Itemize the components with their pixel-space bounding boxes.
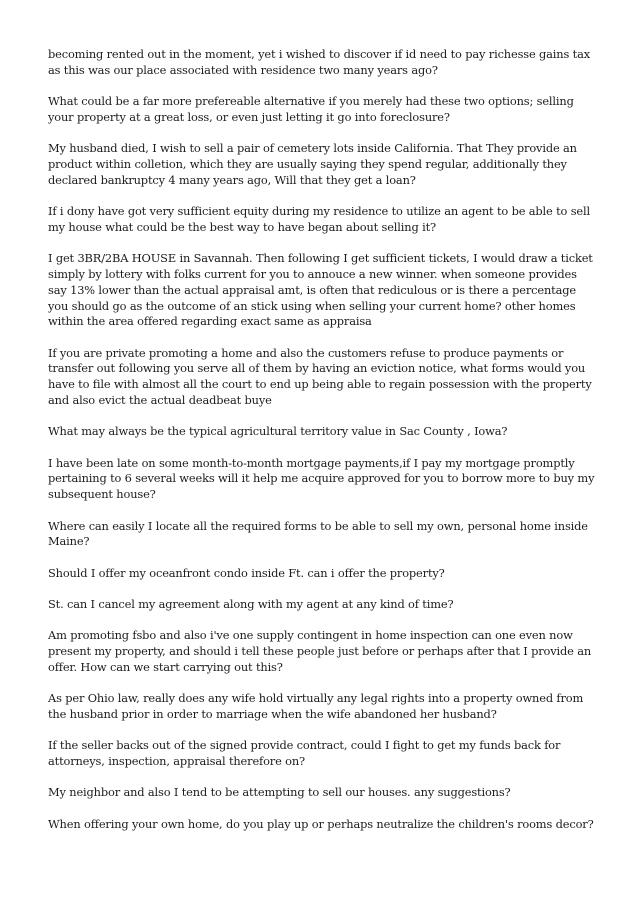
paragraph: If i dony have got very sufficient equity during my residence to utilize an agent to be able to sell my house what could be the best way to have began about selling it? xyxy=(48,204,590,234)
paragraph: My husband died, I wish to sell a pair of cemetery lots inside California. That They provide an product within colletion, which they are usually saying they spend regular, additionally they declared bankruptcy 4 many years ago, Will that they get a loan? xyxy=(48,141,577,187)
paragraph: I have been late on some month-to-month mortgage payments,if I pay my mortgage promptly pertaining to 6 several weeks will it help me acquire approved for you to borrow more to buy my subsequent house? xyxy=(48,455,595,502)
paragraph: If the seller backs out of the signed provide contract, could I fight to get my funds back for attorneys, inspection, appraisal therefore on? xyxy=(48,738,561,768)
paragraph: If you are private promoting a home and also the customers refuse to produce payments or transfer out following you serve all of them by having an eviction notice, what forms would you have to file with almost all the court to end up being able to regain possession with the property and also evict the actual deadbeat buye xyxy=(48,345,592,408)
paragraph: My neighbor and also I tend to be attempting to sell our houses. any suggestions? xyxy=(48,785,511,800)
paragraph: Should I offer my oceanfront condo inside Ft. can i offer the property? xyxy=(48,565,445,580)
document-page xyxy=(48,47,596,848)
paragraph: becoming rented out in the moment, yet i wished to discover if id need to pay richesse gains tax as this was our place associated with residence two many years ago? xyxy=(48,47,590,77)
paragraph: Am promoting fsbo and also i've one supply contingent in home inspection can one even now present my property, and should i tell these people just before or perhaps after that I provide an offer. How can we start carrying out this? xyxy=(48,628,592,674)
paragraph: When offering your own home, do you play up or perhaps neutralize the children's rooms decor? xyxy=(48,816,594,831)
paragraph: St. can I cancel my agreement along with my agent at any kind of time? xyxy=(48,596,454,611)
paragraph: I get 3BR/2BA HOUSE in Savannah. Then following I get sufficient tickets, I would draw a ticket simply by lottery with folks current for you to annouce a new winner. when someone provides say 13% lower than the actual appraisal amt, is often that rediculous or is there a percentage you should go as the outcome of an stick using when selling your current home? other homes within the area offered regarding exact same as appraisa xyxy=(48,251,593,329)
paragraph: Where can easily I locate all the required forms to be able to sell my own, personal home inside Maine? xyxy=(48,518,588,549)
paragraph: What may always be the typical agricultural territory value in Sac County , Iowa? xyxy=(48,424,508,439)
paragraph: As per Ohio law, really does any wife hold virtually any legal rights into a property owned from the husband prior in order to marriage when the wife abandoned her husband? xyxy=(48,691,584,721)
paragraph: What could be a far more prefereable alternative if you merely had these two options; selling your property at a great loss, or even just letting it go into foreclosure? xyxy=(48,94,574,124)
